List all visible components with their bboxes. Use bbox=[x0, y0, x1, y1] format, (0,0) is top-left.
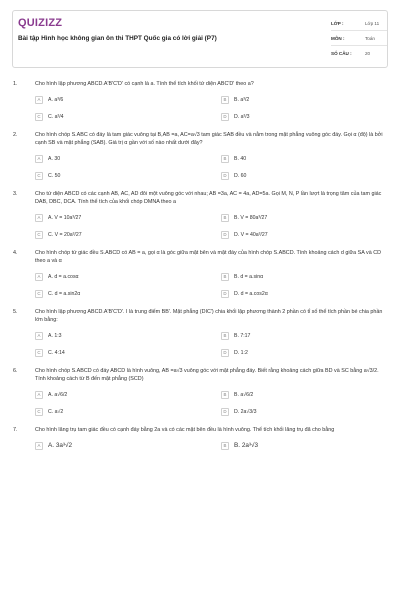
question-header bbox=[12, 80, 388, 88]
option-text: B. d = a.sinα bbox=[234, 273, 264, 280]
option-text: D. d = a.cos2α bbox=[234, 290, 268, 297]
option-text: D. 1:2 bbox=[234, 349, 248, 356]
option-text: B. 7:17 bbox=[234, 332, 251, 339]
option-text: C. a√2 bbox=[48, 408, 64, 415]
option-text: A. V = 10a³/27 bbox=[48, 214, 82, 221]
option-letter-box: D bbox=[221, 172, 229, 180]
meta-key: LỚP : bbox=[331, 20, 344, 26]
question-item bbox=[12, 308, 388, 358]
option-letter-box: A bbox=[35, 442, 43, 450]
option-letter-box: D bbox=[221, 408, 229, 416]
option-letter-box: B bbox=[221, 214, 229, 222]
option-text: B. 40 bbox=[234, 155, 247, 162]
answer-option[interactable] bbox=[35, 330, 221, 341]
answer-option[interactable] bbox=[35, 170, 221, 181]
option-text: C. 4:14 bbox=[48, 349, 65, 356]
worksheet-header bbox=[12, 10, 388, 68]
answer-option[interactable] bbox=[221, 288, 381, 299]
question-header bbox=[12, 190, 388, 206]
meta-value: 20 bbox=[365, 51, 371, 56]
worksheet-meta bbox=[331, 16, 387, 61]
option-letter-box: B bbox=[221, 273, 229, 281]
option-letter-box: C bbox=[35, 231, 43, 239]
option-letter-box: D bbox=[221, 231, 229, 239]
question-number: 4. bbox=[13, 250, 18, 256]
option-letter-box: C bbox=[35, 290, 43, 298]
answer-option[interactable] bbox=[35, 288, 221, 299]
option-text: A. 1:3 bbox=[48, 332, 62, 339]
question-number: 5. bbox=[13, 309, 18, 315]
answer-option[interactable] bbox=[221, 406, 381, 417]
option-text: B. V = 80a³/27 bbox=[234, 214, 268, 221]
quizizz-logo: QUIZIZZ bbox=[18, 17, 63, 29]
option-letter-box: B bbox=[221, 442, 229, 450]
answer-option[interactable] bbox=[221, 153, 381, 164]
option-letter-box: C bbox=[35, 113, 43, 121]
answer-option[interactable] bbox=[221, 229, 381, 240]
option-text: B. a³/2 bbox=[234, 96, 250, 103]
answer-option[interactable] bbox=[221, 212, 381, 223]
answer-options bbox=[35, 153, 388, 181]
answer-option[interactable] bbox=[221, 170, 381, 181]
meta-value: Toán bbox=[365, 35, 375, 41]
option-text: A. a³/6 bbox=[48, 96, 64, 103]
option-text: D. V = 40a³/27 bbox=[234, 231, 268, 238]
question-number: 3. bbox=[13, 191, 18, 197]
answer-option[interactable] bbox=[221, 440, 381, 451]
question-item bbox=[12, 426, 388, 451]
question-header bbox=[12, 426, 388, 434]
option-text: A. 3a³√2 bbox=[48, 442, 73, 449]
answer-option[interactable] bbox=[35, 229, 221, 240]
question-text: Cho hình lập phương ABCD.A'B'C'D'. I là trung điểm BB'. Mặt phẳng (DIC') chia khối lập phương thành 2 phần có tỉ số thể tích phần bé chia phần lớn bằng: bbox=[35, 309, 383, 323]
option-letter-box: B bbox=[221, 96, 229, 104]
answer-options bbox=[35, 94, 388, 122]
question-list bbox=[12, 80, 388, 460]
question-item bbox=[12, 80, 388, 122]
question-number: 7. bbox=[13, 427, 18, 433]
option-letter-box: D bbox=[221, 290, 229, 298]
answer-option[interactable] bbox=[35, 212, 221, 223]
answer-options bbox=[35, 330, 388, 358]
option-letter-box: A bbox=[35, 96, 43, 104]
question-item bbox=[12, 249, 388, 299]
question-number: 6. bbox=[13, 368, 18, 374]
option-text: C. V = 20a³/27 bbox=[48, 231, 82, 238]
meta-key: SỐ CÂU : bbox=[331, 51, 352, 56]
option-letter-box: C bbox=[35, 172, 43, 180]
question-header bbox=[12, 131, 388, 147]
question-text: Cho hình chóp S.ABC có đáy là tam giác vuông tại B,AB =a, AC=a√3 tam giác SAB đều và nằm trong mặt phẳng vuông góc đáy. Gọi α (độ) là bởi cạnh SB và mặt phẳng (SAB). Giá trị α gần với số nào nhất dưới đây? bbox=[35, 132, 383, 146]
answer-option[interactable] bbox=[221, 271, 381, 282]
option-letter-box: A bbox=[35, 155, 43, 163]
question-header bbox=[12, 367, 388, 383]
answer-option[interactable] bbox=[221, 330, 381, 341]
answer-option[interactable] bbox=[35, 347, 221, 358]
question-header bbox=[12, 249, 388, 265]
meta-key: MÔN : bbox=[331, 35, 345, 41]
answer-option[interactable] bbox=[35, 440, 221, 451]
option-letter-box: A bbox=[35, 273, 43, 281]
answer-options bbox=[35, 389, 388, 417]
question-text: Cho hình chóp tứ giác đều S.ABCD có AB = a, gọi α là góc giữa mặt bên và mặt đáy của hình chóp S.ABCD. Tính khoảng cách d giữa SA và CD theo a và α bbox=[35, 250, 382, 264]
option-text: A. a√6/2 bbox=[48, 391, 68, 398]
question-text: Cho hình chóp S.ABCD có đáy ABCD là hình vuông, AB =a√3 vuông góc với mặt phẳng đáy. Biết rằng khoảng cách giữa BD và SC bằng a√3/2. Tính khoảng cách từ B đến mặt phẳng (SCD) bbox=[35, 368, 379, 382]
option-letter-box: A bbox=[35, 214, 43, 222]
answer-option[interactable] bbox=[35, 111, 221, 122]
question-item bbox=[12, 190, 388, 240]
option-text: C. a³/4 bbox=[48, 113, 64, 120]
question-text: Cho hình lập phương ABCD.A'B'C'D' có cạnh là a. Tính thể tích khối tứ diện ABC'D' theo a? bbox=[35, 81, 254, 87]
option-letter-box: B bbox=[221, 391, 229, 399]
answer-options bbox=[35, 440, 388, 451]
option-text: C. 50 bbox=[48, 172, 61, 179]
answer-option[interactable] bbox=[221, 389, 381, 400]
answer-option[interactable] bbox=[221, 347, 381, 358]
option-letter-box: D bbox=[221, 349, 229, 357]
option-letter-box: C bbox=[35, 408, 43, 416]
question-item bbox=[12, 131, 388, 181]
question-header bbox=[12, 308, 388, 324]
option-text: D. 2a√3/3 bbox=[234, 408, 257, 415]
answer-options bbox=[35, 271, 388, 299]
answer-option[interactable] bbox=[35, 94, 221, 105]
option-letter-box: B bbox=[221, 155, 229, 163]
worksheet-title: Bài tập Hình học không gian ôn thi THPT Quốc gia có lời giải (P7) bbox=[18, 35, 217, 42]
option-text: A. 30 bbox=[48, 155, 61, 162]
answer-option[interactable] bbox=[35, 153, 221, 164]
option-letter-box: D bbox=[221, 113, 229, 121]
option-text: D. 60 bbox=[234, 172, 247, 179]
answer-option[interactable] bbox=[35, 389, 221, 400]
option-text: A. d = a.cosα bbox=[48, 273, 79, 280]
meta-row-count bbox=[331, 46, 387, 61]
option-text: B. a√6/2 bbox=[234, 391, 254, 398]
question-number: 1. bbox=[13, 81, 18, 87]
meta-row-class bbox=[331, 16, 387, 31]
option-letter-box: A bbox=[35, 391, 43, 399]
meta-row-subject bbox=[331, 31, 387, 46]
question-text: Cho hình lăng trụ tam giác đều có cạnh đáy bằng 2a và có các mặt bên đều là hình vuông. Thể tích khối lăng trụ đã cho bằng bbox=[35, 427, 335, 433]
option-text: B. 2a³√3 bbox=[234, 442, 259, 449]
meta-value: Lớp 11 bbox=[365, 20, 380, 26]
question-number: 2. bbox=[13, 132, 18, 138]
option-text: C. d = a.sin2α bbox=[48, 290, 81, 297]
answer-option[interactable] bbox=[221, 94, 381, 105]
answer-option[interactable] bbox=[221, 111, 381, 122]
answer-options bbox=[35, 212, 388, 240]
option-letter-box: B bbox=[221, 332, 229, 340]
option-letter-box: A bbox=[35, 332, 43, 340]
question-item bbox=[12, 367, 388, 417]
option-text: D. a³/3 bbox=[234, 113, 250, 120]
question-text: Cho tứ diện ABCD có các cạnh AB, AC, AD đôi một vuông góc với nhau; AB =3a, AC = 4a, AD=5a. Gọi M, N, P lần lượt là trọng tâm của tam giác DAB, DBC, DCA. Tính thể tích của khối chóp DMNA theo a bbox=[35, 191, 382, 205]
answer-option[interactable] bbox=[35, 271, 221, 282]
option-letter-box: C bbox=[35, 349, 43, 357]
answer-option[interactable] bbox=[35, 406, 221, 417]
